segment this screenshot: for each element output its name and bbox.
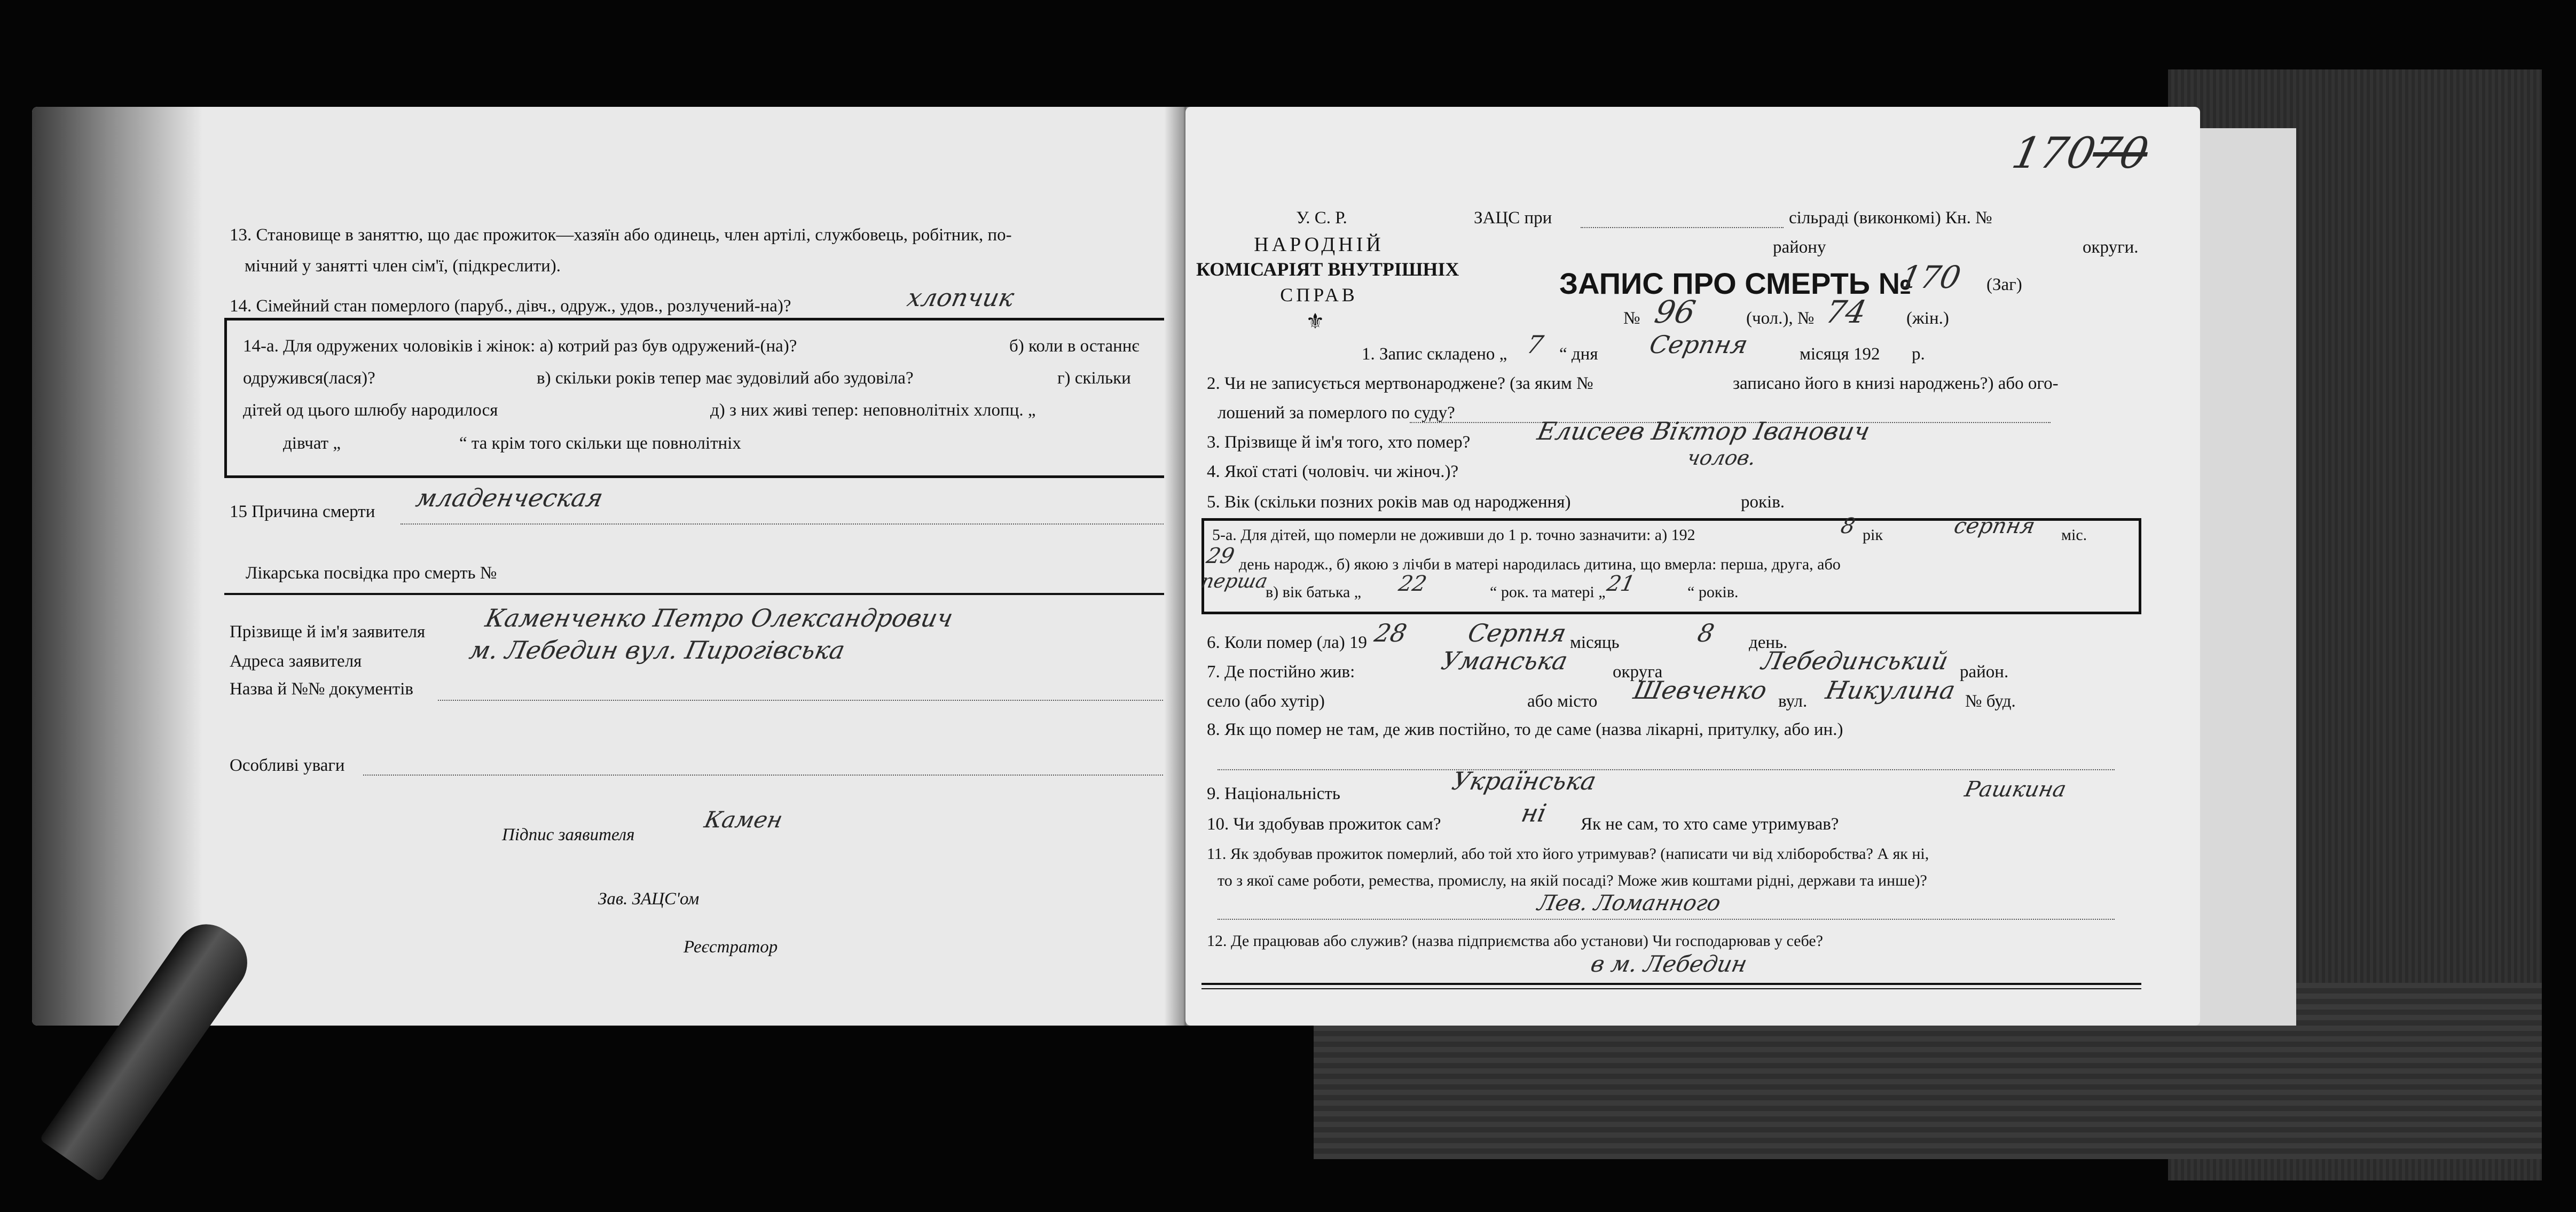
page-number: 170 (2008, 128, 2100, 178)
field-15-line (400, 523, 1180, 525)
field-9-extra: Рашкина (1962, 777, 2069, 802)
field-13-line2: мічний у занятті член сім'ї, (підкреслити). (245, 256, 561, 276)
rada-label: сільраді (виконкомі) Кн. № (1789, 208, 1992, 228)
field-5a-mis: міс. (2061, 526, 2087, 544)
field-14-label: 14. Сімейний стан померлого (паруб., дівч., одруж., удов., розлучений-на)? (230, 296, 791, 316)
field-11-line (1218, 919, 2115, 920)
male-no-label: № (1623, 309, 1640, 328)
field-1-day: 7 (1524, 330, 1546, 359)
field-7-bud: № буд. (1965, 692, 2016, 711)
applicant-label: Прізвище й ім'я заявителя (230, 622, 426, 642)
field-9-label: 9. Національність (1207, 784, 1340, 803)
field-12-value: в м. Лебедин (1588, 951, 1750, 977)
field-5a-line3b: “ рок. та матері „ (1490, 583, 1606, 601)
zags-line (1581, 227, 1784, 228)
field-6-label: 6. Коли помер (ла) 19 (1207, 633, 1367, 652)
field-7-okruh: округа (1613, 662, 1663, 682)
field-7-raion: район. (1960, 662, 2009, 682)
header-ussr: У. С. Р. (1296, 208, 1347, 228)
head-label: Зав. ЗАЦС'ом (598, 889, 700, 909)
address-label: Адреса заявителя (230, 652, 362, 671)
notes-label: Особливі уваги (230, 756, 345, 775)
field-14a-line2c: г) скільки (1057, 369, 1131, 388)
field-5a-line3c: “ років. (1687, 583, 1739, 601)
field-10-value: ні (1519, 799, 1549, 827)
field-11-line1: 11. Як здобував прожиток померлий, або той хто його утримував? (написати чи від хліборобства? А як ні, (1207, 845, 1929, 863)
applicant-value: Каменченко Петро Олександрович (483, 604, 956, 632)
field-3-label: 3. Прізвище й ім'я того, хто помер? (1207, 433, 1471, 452)
field-1-year-label: місяця 192 (1800, 345, 1880, 364)
zags-label: ЗАЦС при (1474, 208, 1552, 228)
signature-label: Підпис заявителя (502, 825, 635, 845)
field-2-line3: лошений за померлого по суду? (1218, 403, 1455, 423)
field-5a-year: 8 (1839, 514, 1858, 538)
field-5a-line1: 5-а. Для дітей, що померли не доживши до 1 р. точно зазначити: а) 192 (1212, 526, 1695, 544)
male-label: (чол.), № (1746, 309, 1815, 328)
notes-line (363, 775, 1180, 776)
field-5a-mother-age: 21 (1605, 572, 1637, 596)
record-number: 170 (1897, 259, 1964, 295)
field-14a-line4b: “ та крім того скільки ще повнолітніх (459, 434, 741, 453)
field-5a-order: перша (1199, 570, 1270, 592)
address-value: м. Лебедин вул. Пирогівська (467, 636, 848, 664)
field-15-value: младенческая (413, 483, 606, 512)
field-3-value: Елисеев Віктор Іванович (1535, 417, 1873, 445)
record-title: ЗАПИС ПРО СМЕРТЬ № (1559, 267, 1912, 300)
left-page (32, 107, 1185, 1026)
field-5a-day: 29 (1204, 544, 1237, 568)
field-6-day: 8 (1695, 619, 1717, 647)
field-7-okruh-value: Уманська (1439, 646, 1570, 675)
field-13-line1: 13. Становище в заняттю, що дає прожиток—хазяїн або одинець, член артілі, службовець, робітник, по- (230, 225, 1012, 245)
raion-label: району (1773, 238, 1826, 257)
header-ministry-3: СПРАВ (1280, 284, 1358, 306)
field-6-den: день. (1749, 633, 1788, 652)
field-6-month: Серпня (1465, 619, 1569, 647)
male-number: 96 (1651, 294, 1699, 330)
field-1-label: 1. Запис складено „ (1362, 345, 1507, 364)
registrar-label: Реєстратор (684, 937, 778, 957)
field-14a-line3a: дітей од цього шлюбу народилося (243, 401, 498, 420)
field-8-line (1218, 769, 2115, 770)
female-number: 74 (1822, 294, 1870, 330)
trident-emblem-icon: ⚜ (1306, 309, 1325, 333)
field-7-selo: село (або хутір) (1207, 692, 1325, 711)
documents-label: Назва й №№ документів (230, 679, 413, 699)
field-7-vul: вул. (1778, 692, 1808, 711)
field-7-misto-value: Шевченко (1631, 676, 1770, 705)
okruh-label: округи. (2083, 238, 2139, 257)
field-8-label: 8. Як що помер не там, де жив постійно, то де саме (назва лікарні, притулку, або ин.) (1207, 720, 1843, 739)
field-10-text: Як не сам, то хто саме утримував? (1581, 815, 1839, 834)
field-15-label: 15 Причина смерти (230, 502, 375, 521)
field-5a-line2: день народж., б) якою з лічби в матері народилась дитина, що вмерла: перша, друга, або (1239, 556, 1841, 573)
field-1-mid: “ дня (1559, 345, 1598, 364)
field-14a-line4a: дівчат „ (283, 434, 341, 453)
field-5a-line3a: в) вік батька „ (1266, 583, 1362, 601)
field-6-year: 28 (1372, 619, 1410, 647)
documents-line (438, 700, 1180, 701)
field-7-misto: або місто (1527, 692, 1598, 711)
bottom-rule-2 (1201, 988, 2141, 989)
field-9-value: Українська (1449, 767, 1599, 795)
book-edge (32, 107, 203, 1026)
field-4-label: 4. Якої статі (чоловіч. чи жіноч.)? (1207, 462, 1459, 481)
page-number-old: 70 (2088, 128, 2153, 178)
field-6-mis: місяць (1570, 633, 1620, 652)
field-14a-line1b: б) коли в останнє (1009, 337, 1140, 356)
field-1-month: Серпня (1647, 330, 1750, 359)
female-label: (жін.) (1906, 309, 1949, 328)
field-14a-line1: 14-а. Для одружених чоловіків і жінок: а) котрий раз був одружений-(на)? (243, 337, 797, 356)
field-1-year-suffix: р. (1912, 345, 1925, 364)
field-14-value: хлопчик (905, 283, 1017, 312)
field-2-line2: записано його в книзі народжень?) або ого- (1733, 374, 2059, 393)
field-11-value: Лев. Ломанного (1535, 891, 1723, 916)
record-number-suffix: (Заг) (1986, 275, 2022, 294)
field-4-value: чолов. (1685, 446, 1758, 470)
field-5a-father-age: 22 (1396, 572, 1429, 596)
divider-line (224, 593, 1185, 595)
field-7-raion-value: Лебединський (1759, 646, 1951, 675)
field-14a-line2a: одружився(лася)? (243, 369, 375, 388)
field-7-vul-value: Никулина (1823, 676, 1958, 705)
medical-cert-label: Лікарська посвідка про смерть № (246, 564, 497, 583)
field-5a-rik: рік (1863, 526, 1883, 544)
signature-value: Камен (702, 807, 786, 833)
field-5-label: 5. Вік (скільки позних років мав од народження) (1207, 492, 1571, 512)
field-11-line2: то з якої саме роботи, ремества, промислу, на якій посаді? Може жив коштами рідні, держави та инше)? (1218, 872, 1927, 889)
field-2-line1: 2. Чи не записується мертвонароджене? (за яким № (1207, 374, 1593, 393)
field-7-label: 7. Де постійно жив: (1207, 662, 1355, 682)
header-ministry-2: КОМІСАРІЯТ ВНУТРІШНІХ (1196, 259, 1459, 280)
header-ministry-1: НАРОДНІЙ (1254, 233, 1384, 256)
field-12-label: 12. Де працював або служив? (назва підприємства або установи) Чи господарював у себе? (1207, 932, 1823, 950)
field-14a-line3b: д) з них живі тепер: неповнолітніх хлопц. „ (710, 401, 1036, 420)
field-5a-month: серпня (1952, 514, 2038, 538)
field-5-suffix: років. (1741, 492, 1785, 512)
field-14a-line2b: в) скільки років тепер має зудовілий або зудовіла? (537, 369, 914, 388)
right-page (1185, 107, 2200, 1026)
bottom-rule-1 (1201, 983, 2141, 985)
field-10-label: 10. Чи здобував прожиток сам? (1207, 815, 1441, 834)
